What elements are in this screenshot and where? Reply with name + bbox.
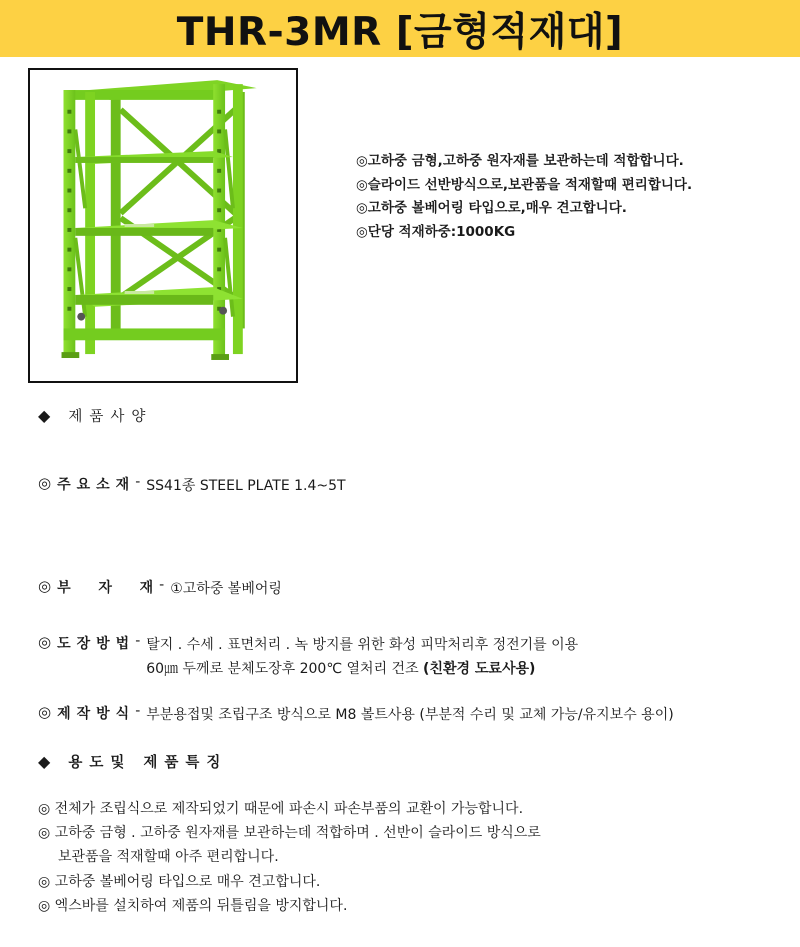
spec-value: ①고하중 볼베어링 <box>170 581 282 597</box>
spec-method: ◎ 제작방식 - 부분용접및 조립구조 방식으로 M8 볼트사용 (부분적 수리 및 교체 가능/유지보수 용이) <box>38 703 674 727</box>
spec-value: SS41종 STEEL PLATE 1.4~5T <box>146 478 346 494</box>
list-item: 보관품을 적재할때 아주 편리합니다. <box>58 849 279 866</box>
spec-heading-text: 제품사양 <box>68 409 153 425</box>
list-item: ◎ 고하중 볼베어링 타입으로 매우 견고합니다. <box>38 873 321 890</box>
spec-label: 제작방식 <box>57 706 136 722</box>
usage-heading-text: 용도및 제품특징 <box>68 755 228 771</box>
spec-label: 도장방법 <box>57 636 136 652</box>
title-banner <box>0 0 800 57</box>
list-item: ◎ 엑스바를 설치하여 제품의 뒤틀림을 방지합니다. <box>38 897 348 914</box>
product-image <box>28 68 298 383</box>
page-title: THR-3MR [금형적재대] <box>176 9 624 55</box>
spec-coating: ◎ 도장방법 - 탈지 . 수세 . 표면처리 . 녹 방지를 위한 화성 피막처리후 정전기를 이용 60㎛ 두께로 분체도장후 200℃ 열처리 건조 (친환경 도료사용) <box>38 633 578 681</box>
feature-item: ◎단당 적재하중:1000KG <box>356 223 516 240</box>
rack-illustration <box>30 70 296 381</box>
usage-heading <box>38 751 227 772</box>
list-item: ◎ 고하중 금형 . 고하중 원자재를 보관하는데 적합하며 . 선반이 슬라이드 방식으로 <box>38 825 541 842</box>
usage-list <box>38 797 541 918</box>
circle-mark-icon: ◎ <box>38 703 52 721</box>
eco-note: (친환경 도료사용) <box>423 661 536 677</box>
spec-material: ◎ 주요소재 - SS41종 STEEL PLATE 1.4~5T <box>38 474 346 498</box>
circle-mark-icon: ◎ <box>38 474 52 492</box>
feature-item: ◎슬라이드 선반방식으로,보관품을 적재할때 편리합니다. <box>356 176 693 193</box>
diamond-icon: ◆ <box>38 752 51 771</box>
feature-list <box>356 150 692 244</box>
feature-item: ◎고하중 볼베어링 타입으로,매우 견고합니다. <box>356 200 627 216</box>
circle-mark-icon: ◎ <box>38 577 52 595</box>
spec-label: 부 자 재 <box>57 580 160 596</box>
diamond-icon: ◆ <box>38 406 51 425</box>
spec-value: 부분용접및 조립구조 방식으로 M8 볼트사용 (부분적 수리 및 교체 가능/유지보수 용이) <box>146 707 674 723</box>
list-item: ◎ 전체가 조립식으로 제작되었기 때문에 파손시 파손부품의 교환이 가능합니다. <box>38 801 524 817</box>
feature-item: ◎고하중 금형,고하중 원자재를 보관하는데 적합합니다. <box>356 153 684 169</box>
circle-mark-icon: ◎ <box>38 633 52 651</box>
spec-label: 주요소재 <box>57 477 136 493</box>
spec-value: 탈지 . 수세 . 표면처리 . 녹 방지를 위한 화성 피막처리후 정전기를 이용 60㎛ 두께로 분체도장후 200℃ 열처리 건조 (친환경 도료사용) <box>146 637 579 677</box>
spec-sub-material: ◎ 부 자 재 - ①고하중 볼베어링 <box>38 577 282 601</box>
spec-heading <box>38 405 152 426</box>
